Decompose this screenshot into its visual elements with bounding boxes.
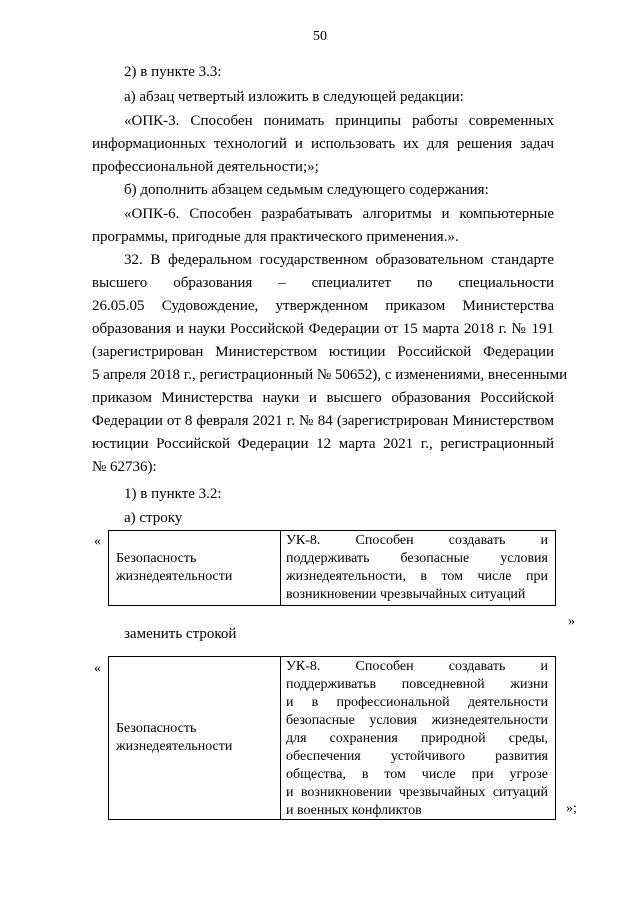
item32-line: 32. В федеральном государственном образовательном стандарте <box>124 252 554 268</box>
open-quote: « <box>94 534 101 549</box>
competency-line: УК-8. Способен создавать и <box>286 533 548 548</box>
competency-line: поддерживать безопасные условия <box>286 551 548 566</box>
competency-line: УК-8. Способен создавать и <box>286 659 548 674</box>
close-quote: » <box>568 614 575 629</box>
paragraph-subpoint-b: б) дополнить абзацем седьмым следующего содержания: <box>124 182 489 198</box>
competency-table-old <box>108 530 556 606</box>
table-cell-competency <box>281 657 555 819</box>
opk6-line: «ОПК-6. Способен разрабатывать алгоритмы и компьютерные <box>124 206 554 222</box>
competency-table-new <box>108 656 556 820</box>
item32-line: высшего образования – специалитет по специальности <box>92 275 554 291</box>
paragraph-point-2: 2) в пункте 3.3: <box>124 64 222 80</box>
item32-line: (зарегистрирован Министерством юстиции Российской Федерации <box>92 344 554 360</box>
item32-line: № 62736): <box>92 459 157 475</box>
competency-line: и военных конфликтов <box>286 803 422 818</box>
competency-line: общества, в том числе при угрозе <box>286 767 548 782</box>
table-cell-category <box>109 531 281 605</box>
item32-line: 5 апреля 2018 г., регистрационный № 50652), с изменениями, внесенными <box>92 367 568 383</box>
competency-line: для сохранения природной среды, <box>286 731 548 746</box>
competency-line: жизнедеятельности, в том числе при <box>286 569 548 584</box>
paragraph-replace-label: заменить строкой <box>124 626 237 642</box>
opk3-line: информационных технологий и использовать их для решения задач <box>92 136 554 152</box>
item32-line: 26.05.05 Судовождение, утвержденном приказом Министерства <box>92 298 554 314</box>
competency-line: поддерживатьв повседневной жизни <box>286 677 548 692</box>
paragraph-row-label: а) строку <box>124 510 183 526</box>
category-line: Безопасность <box>116 721 197 736</box>
category-line: жизнедеятельности <box>116 569 233 584</box>
category-line: Безопасность <box>116 551 197 566</box>
item32-line: приказом Министерства науки и высшего образования Российской <box>92 390 554 406</box>
competency-line: возникновении чрезвычайных ситуаций <box>286 587 526 602</box>
competency-line: безопасные условия жизнедеятельности <box>286 713 548 728</box>
competency-line: и в профессиональной деятельности <box>286 695 548 710</box>
competency-line: и возникновении чрезвычайных ситуаций <box>286 785 548 800</box>
item32-line: Федерации от 8 февраля 2021 г. № 84 (зарегистрирован Министерством <box>92 413 554 429</box>
opk3-line: «ОПК-3. Способен понимать принципы работы современных <box>124 113 554 129</box>
opk3-line: профессиональной деятельности;»; <box>92 159 319 175</box>
paragraph-point-1: 1) в пункте 3.2: <box>124 486 222 502</box>
item32-line: образования и науки Российской Федерации от 15 марта 2018 г. № 191 <box>92 321 554 337</box>
table-cell-category <box>109 657 281 819</box>
table-cell-competency <box>281 531 555 605</box>
competency-line: обеспечения устойчивого развития <box>286 749 548 764</box>
category-line: жизнедеятельности <box>116 739 233 754</box>
close-quote: »; <box>566 801 577 816</box>
item32-line: юстиции Российской Федерации 12 марта 2021 г., регистрационный <box>92 436 554 452</box>
opk6-line: программы, пригодные для практического применения.». <box>92 229 459 245</box>
open-quote: « <box>94 661 101 676</box>
page-number: 50 <box>313 29 327 44</box>
paragraph-subpoint-a: а) абзац четвертый изложить в следующей редакции: <box>124 89 464 105</box>
